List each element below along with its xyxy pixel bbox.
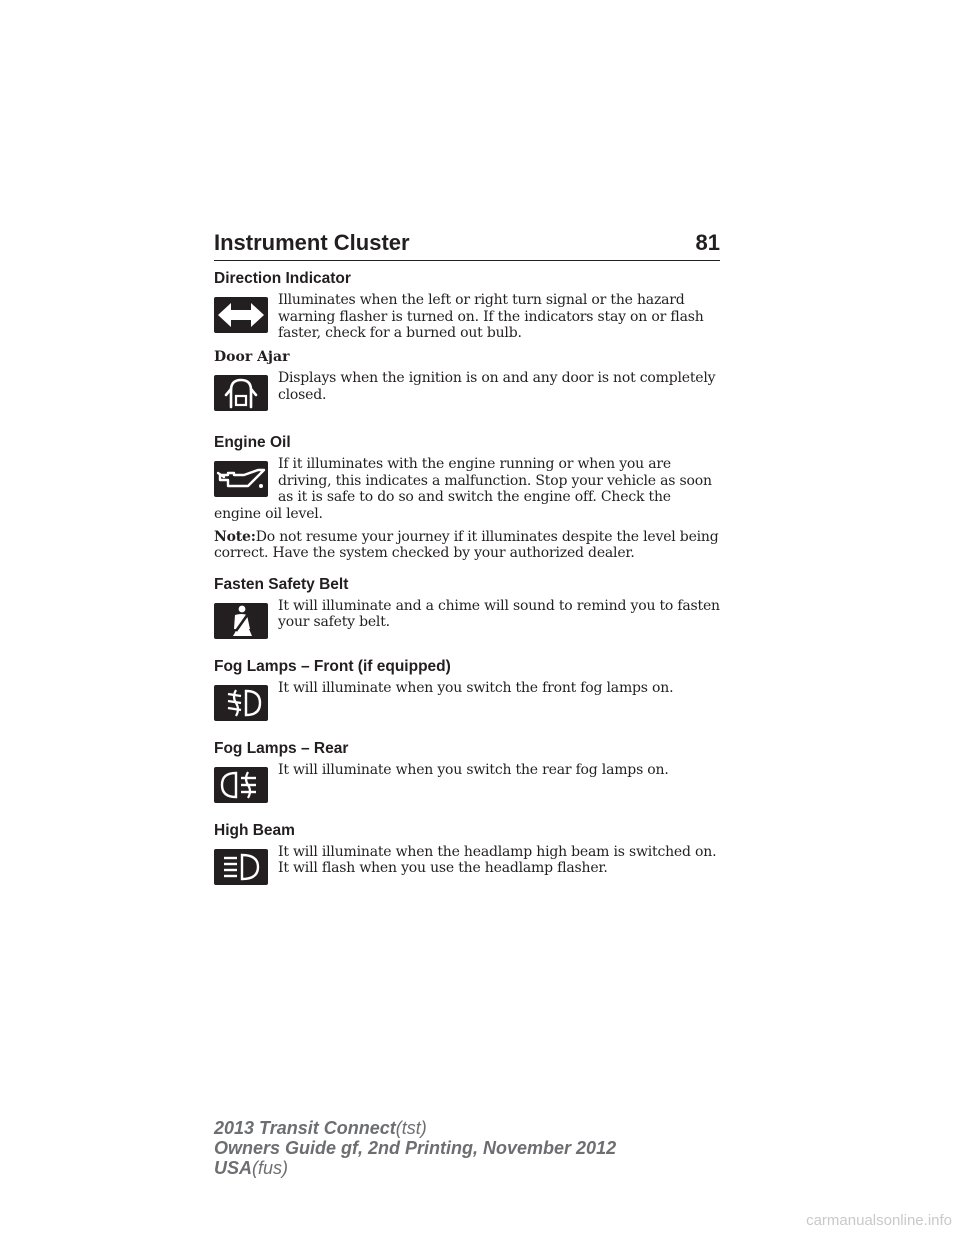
section-direction-indicator <box>214 268 722 342</box>
high-beam-icon <box>214 849 268 885</box>
oil-can-icon <box>214 461 268 497</box>
section-description: Displays when the ignition is on and any door is not completely closed. <box>278 370 716 403</box>
section-entry <box>214 680 722 726</box>
page-header <box>214 228 720 261</box>
section-title: Engine Oil <box>214 434 291 451</box>
section-fog-lamps-front <box>214 656 722 726</box>
seat-belt-icon <box>214 603 268 639</box>
section-description: If it illuminates with the engine running or when you are driving, this indicates a malfunction. Stop your vehicle as soon as it is safe to do so and switch the engine off. Check the <box>278 456 712 505</box>
section-description: It will illuminate and a chime will sound to remind you to fasten your safety belt. <box>278 597 720 630</box>
note-label: Note: <box>214 528 256 545</box>
front-fog-lamp-icon <box>214 685 268 721</box>
section-title: Fog Lamps – Rear <box>214 739 349 757</box>
section-title: Direction Indicator <box>214 270 351 287</box>
note-text: Do not resume your journey if it illuminates despite the level being correct. Have the system checked by your authorized dealer. <box>214 528 719 561</box>
header-title: Instrument Cluster <box>214 230 410 255</box>
section-entry <box>214 370 722 416</box>
section-title: High Beam <box>214 821 295 839</box>
section-entry <box>214 292 722 342</box>
footer-market: USA <box>214 1158 253 1178</box>
footer-market-code: (fus) <box>252 1158 289 1178</box>
section-entry <box>214 598 722 644</box>
section-description-continued: engine oil level. <box>214 506 323 522</box>
section-door-ajar <box>214 346 722 416</box>
section-fog-lamps-rear <box>214 738 722 808</box>
footer-market-line <box>214 1158 616 1178</box>
footer-model-line <box>214 1118 616 1138</box>
section-high-beam <box>214 820 722 890</box>
section-entry <box>214 844 722 890</box>
rear-fog-lamp-icon <box>214 767 268 803</box>
page-footer <box>214 1118 616 1178</box>
footer-guide: Owners Guide gf, 2nd Printing, November 2012 <box>214 1138 617 1158</box>
section-description: It will illuminate when you switch the front fog lamps on. <box>278 679 674 696</box>
section-description: It will illuminate when the headlamp high beam is switched on. It will flash when you use the headlamp flasher. <box>278 843 717 876</box>
section-entry <box>214 456 722 506</box>
section-engine-oil <box>214 432 722 562</box>
footer-model: 2013 Transit Connect <box>214 1118 396 1138</box>
section-description: It will illuminate when you switch the rear fog lamps on. <box>278 761 669 778</box>
page-number: 81 <box>695 230 720 255</box>
section-title: Fasten Safety Belt <box>214 575 349 593</box>
page-content <box>214 268 722 890</box>
direction-arrows-icon <box>214 297 268 333</box>
footer-model-code: (tst) <box>395 1118 427 1138</box>
section-title: Fog Lamps – Front (if equipped) <box>214 657 451 675</box>
section-description: Illuminates when the left or right turn signal or the hazard warning flasher is turned on. If the indicators stay on or flash faster, check for a burned out bulb. <box>278 292 704 341</box>
watermark-text: carmanualsonline.info <box>806 1212 952 1229</box>
section-entry <box>214 762 722 808</box>
section-fasten-safety-belt <box>214 574 722 644</box>
section-title: Door Ajar <box>214 349 290 365</box>
door-ajar-icon <box>214 375 268 411</box>
note-paragraph <box>214 529 722 562</box>
